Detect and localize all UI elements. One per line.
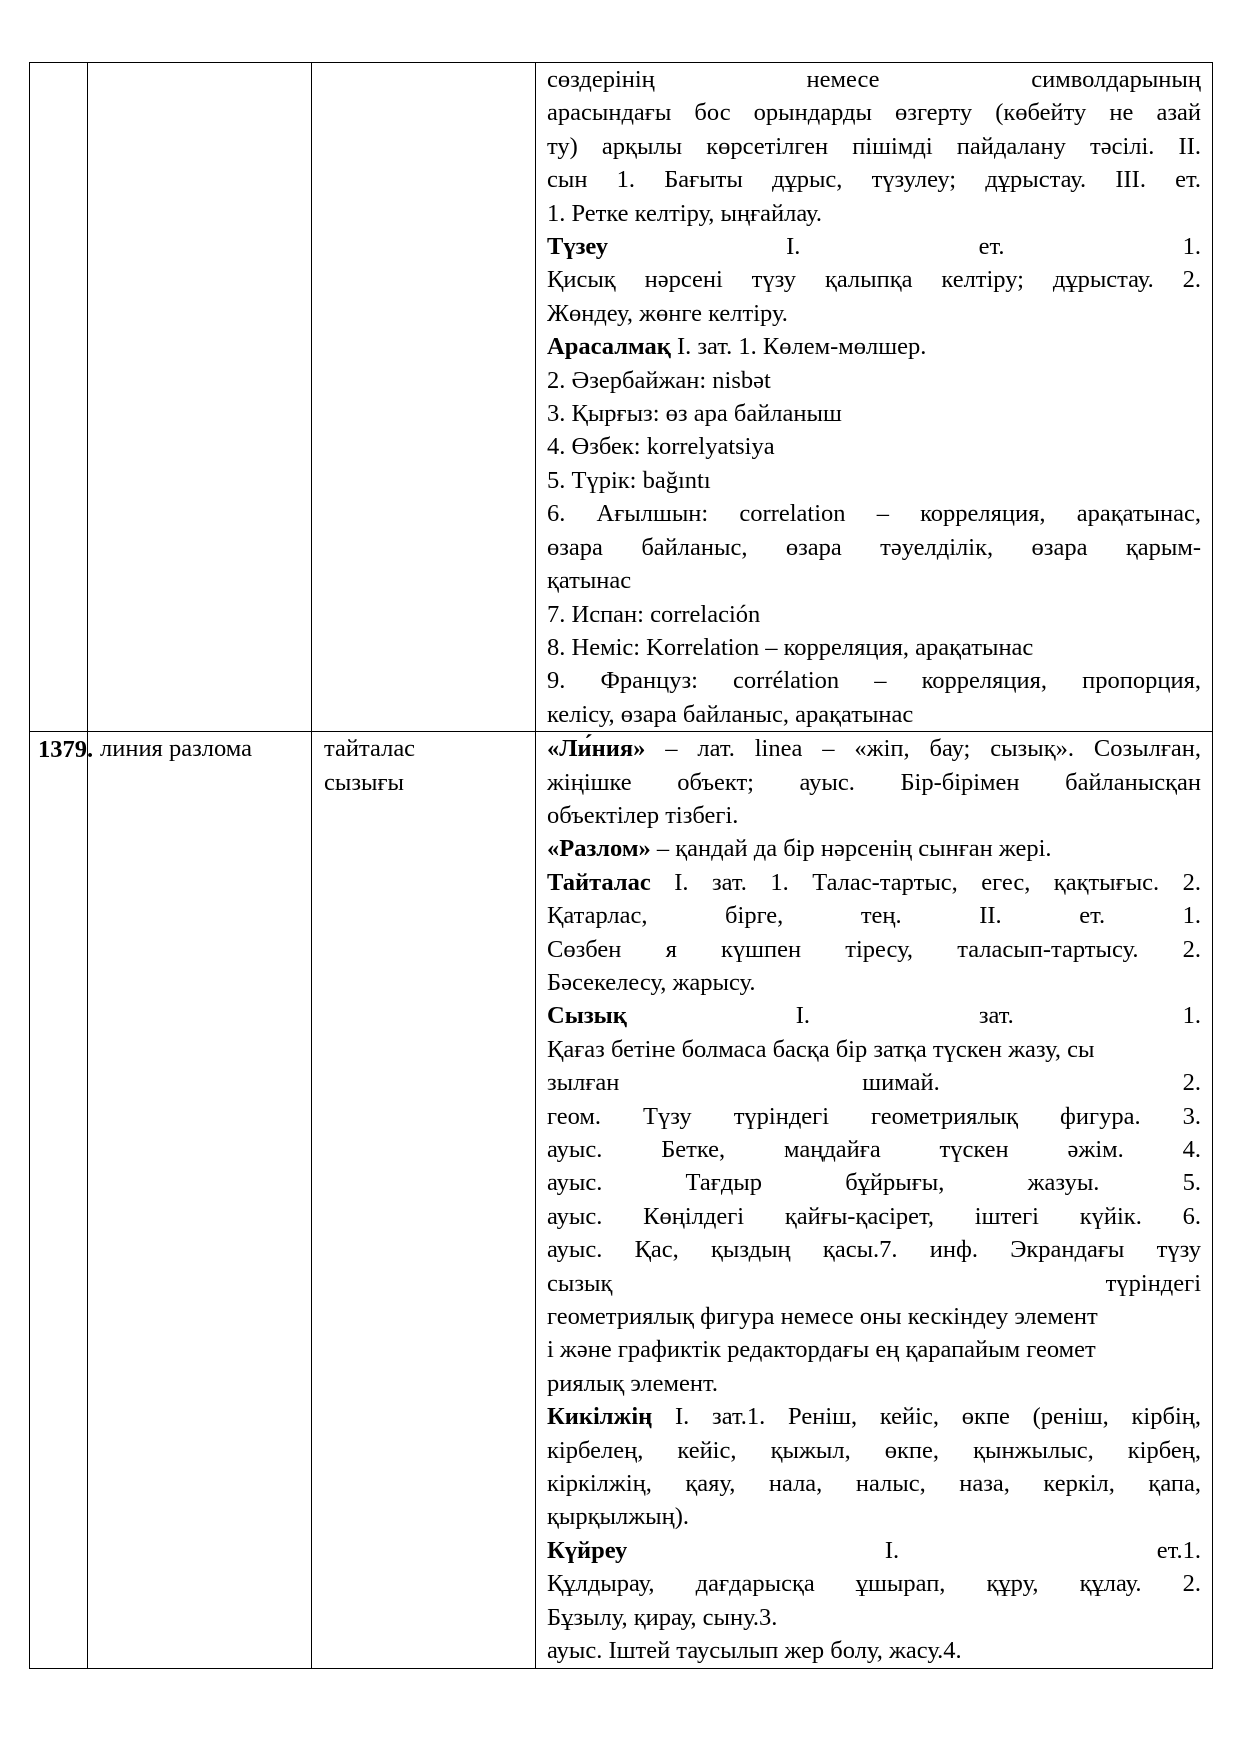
- definition-text: – лат. linea – «жіп, бау; сызық». Созылған,: [645, 735, 1201, 763]
- definition-text: Бұзылу, қирау, сыну.3.: [547, 1603, 778, 1631]
- definition-line: [547, 1166, 1201, 1199]
- definition-text: I. ет.1.: [627, 1536, 1201, 1564]
- definition-line: [547, 1367, 1201, 1400]
- definition-text: I. зат.1. Реніш, кейіс, өкпе (реніш, кірбің,: [652, 1403, 1201, 1431]
- headword: Сызық: [547, 1002, 627, 1030]
- definition-text: I. зат. 1. Көлем-мөлшер.: [670, 333, 927, 361]
- definition-line: [547, 1033, 1201, 1066]
- definition-text: 5. Түрік: bağıntı: [547, 466, 711, 494]
- term-kazakh: [312, 63, 536, 732]
- definition-line: [547, 1534, 1201, 1567]
- definition-line: [547, 197, 1201, 230]
- definition-text: сын 1. Бағыты дұрыс, түзулеу; дұрыстау. III. ет.: [547, 166, 1201, 194]
- definition-line: [547, 1567, 1201, 1600]
- definition-text: 1. Ретке келтіру, ыңғайлау.: [547, 199, 822, 227]
- entry-number: [30, 63, 88, 732]
- definition-line: [547, 230, 1201, 263]
- definition-text: арасындағы бос орындарды өзгерту (көбейту не азай: [547, 99, 1201, 127]
- dictionary-table: [29, 62, 1213, 1669]
- definition-text: сызық түріндегі: [547, 1269, 1201, 1297]
- definition-text: і және графиктік редактордағы ең қарапайым геомет: [547, 1336, 1096, 1364]
- definition-line: [547, 766, 1201, 799]
- headword: Тайталас: [547, 868, 651, 896]
- definition-text: 4. Өзбек: korrelyatsiya: [547, 433, 775, 461]
- definition-line: [547, 899, 1201, 932]
- definition-line: [547, 966, 1201, 999]
- definition-text: – қандай да бір нәрсенің сынған жері.: [650, 835, 1052, 863]
- definition-text: Жөндеу, жөнге келтіру.: [547, 299, 788, 327]
- definition: [536, 732, 1213, 1668]
- definition-text: 8. Неміс: Korrelation – корреляция, арақатынас: [547, 633, 1034, 661]
- definition-line: [547, 866, 1201, 899]
- term-kazakh: [312, 732, 536, 1668]
- definition-text: геометриялық фигура немесе оны кескіндеу элемент: [547, 1303, 1098, 1331]
- definition-text: Сөзбен я күшпен тіресу, таласып-тартысу. 2.: [547, 935, 1201, 963]
- definition-text: 7. Испан: correlación: [547, 600, 761, 628]
- definition-text: Қағаз бетіне болмаса басқа бір затқа түскен жазу, сы: [547, 1035, 1095, 1063]
- definition-line: [547, 1100, 1201, 1133]
- definition-text: I. ет. 1.: [607, 233, 1201, 261]
- definition-text: риялық элемент.: [547, 1369, 718, 1397]
- definition-text: 9. Француз: corrélation – корреляция, пропорция,: [547, 667, 1201, 695]
- definition-line: [547, 564, 1201, 597]
- definition-line: [547, 732, 1201, 765]
- definition-line: [547, 1634, 1201, 1667]
- definition-text: ту) арқылы көрсетілген пішімді пайдалану тәсілі. II.: [547, 132, 1201, 160]
- term-kazakh-line: сызығы: [324, 768, 404, 796]
- definition-text: ауыс. Қас, қыздың қасы.7. инф. Экрандағы түзу: [547, 1236, 1201, 1264]
- definition-line: [547, 1434, 1201, 1467]
- definition-text: ауыс. Көңілдегі қайғы-қасірет, іштегі күйік. 6.: [547, 1202, 1201, 1230]
- definition: [536, 63, 1213, 732]
- headword: Кикілжің: [547, 1403, 653, 1431]
- definition-line: [547, 799, 1201, 832]
- definition-line: [547, 1333, 1201, 1366]
- definition-text: зылған шимай. 2.: [547, 1069, 1201, 1097]
- definition-line: [547, 598, 1201, 631]
- definition-line: [547, 297, 1201, 330]
- definition-text: Қисық нәрсені түзу қалыпқа келтіру; дұрыстау. 2.: [547, 266, 1201, 294]
- definition-text: кіркілжің, қаяу, нала, налыс, наза, керкіл, қапа,: [547, 1470, 1201, 1498]
- definition-line: [547, 698, 1201, 731]
- entry-number: 1379.: [30, 732, 88, 1668]
- definition-text: өзара байланыс, өзара тәуелділік, өзара қарым-: [547, 533, 1201, 561]
- definition-text: ауыс. Тағдыр бұйрығы, жазуы. 5.: [547, 1169, 1201, 1197]
- headword: Күйреу: [547, 1536, 628, 1564]
- table-row: [30, 63, 1213, 732]
- term-russian: [88, 63, 312, 732]
- definition-text: ауыс. Іштей таусылып жер болу, жасу.4.: [547, 1637, 962, 1665]
- definition-line: [547, 330, 1201, 363]
- definition-line: [547, 664, 1201, 697]
- definition-line: [547, 1267, 1201, 1300]
- definition-line: [547, 163, 1201, 196]
- definition-line: [547, 430, 1201, 463]
- definition-line: [547, 1133, 1201, 1166]
- definition-text: объектілер тізбегі.: [547, 801, 739, 829]
- definition-text: келісу, өзара байланыс, арақатынас: [547, 700, 914, 728]
- definition-line: [547, 531, 1201, 564]
- definition-line: [547, 1200, 1201, 1233]
- definition-line: [547, 631, 1201, 664]
- term-kazakh-line: тайталас: [324, 735, 416, 763]
- definition-text: 6. Ағылшын: correlation – корреляция, арақатынас,: [547, 500, 1201, 528]
- definition-line: [547, 1500, 1201, 1533]
- headword: Арасалмақ: [547, 333, 671, 361]
- definition-line: [547, 832, 1201, 865]
- term-russian: линия разлома: [88, 732, 312, 1668]
- definition-line: [547, 1400, 1201, 1433]
- definition-text: Бәсекелесу, жарысу.: [547, 968, 756, 996]
- definition-text: қатынас: [547, 567, 632, 595]
- definition-text: Қатарлас, бірге, тең. II. ет. 1.: [547, 902, 1201, 930]
- headword: «Ли́ния»: [547, 735, 646, 763]
- definition-line: [547, 999, 1201, 1032]
- definition-text: 3. Қырғыз: өз ара байланыш: [547, 400, 842, 428]
- definition-line: [547, 1300, 1201, 1333]
- definition-line: [547, 1066, 1201, 1099]
- definition-text: геом. Түзу түріндегі геометриялық фигура. 3.: [547, 1102, 1201, 1130]
- definition-line: [547, 1467, 1201, 1500]
- definition-line: [547, 130, 1201, 163]
- headword: Түзеу: [547, 233, 608, 261]
- dictionary-table-body: [30, 63, 1213, 1669]
- definition-line: [547, 497, 1201, 530]
- definition-line: [547, 1601, 1201, 1634]
- definition-text: сөздерінің немесе символдарының: [547, 66, 1201, 93]
- definition-line: [547, 1233, 1201, 1266]
- definition-line: [547, 933, 1201, 966]
- table-row: [30, 732, 1213, 1668]
- definition-line: [547, 464, 1201, 497]
- definition-line: [547, 96, 1201, 129]
- definition-text: I. зат. 1. Талас-тартыс, егес, қақтығыс. 2.: [650, 868, 1201, 896]
- definition-text: жіңішке объект; ауыс. Бір-бірімен байланысқан: [547, 768, 1201, 796]
- definition-line: [547, 63, 1201, 96]
- definition-text: I. зат. 1.: [626, 1002, 1201, 1030]
- headword: «Разлом»: [547, 835, 651, 863]
- definition-text: ауыс. Бетке, маңдайға түскен әжім. 4.: [547, 1136, 1201, 1163]
- definition-line: [547, 364, 1201, 397]
- definition-text: 2. Әзербайжан: nisbət: [547, 366, 771, 394]
- definition-line: [547, 263, 1201, 296]
- definition-text: қырқылжың).: [547, 1503, 689, 1531]
- definition-text: кірбелең, кейіс, қыжыл, өкпе, қынжылыс, кірбең,: [547, 1436, 1201, 1464]
- definition-text: Құлдырау, дағдарысқа ұшырап, құру, құлау. 2.: [547, 1570, 1201, 1598]
- definition-line: [547, 397, 1201, 430]
